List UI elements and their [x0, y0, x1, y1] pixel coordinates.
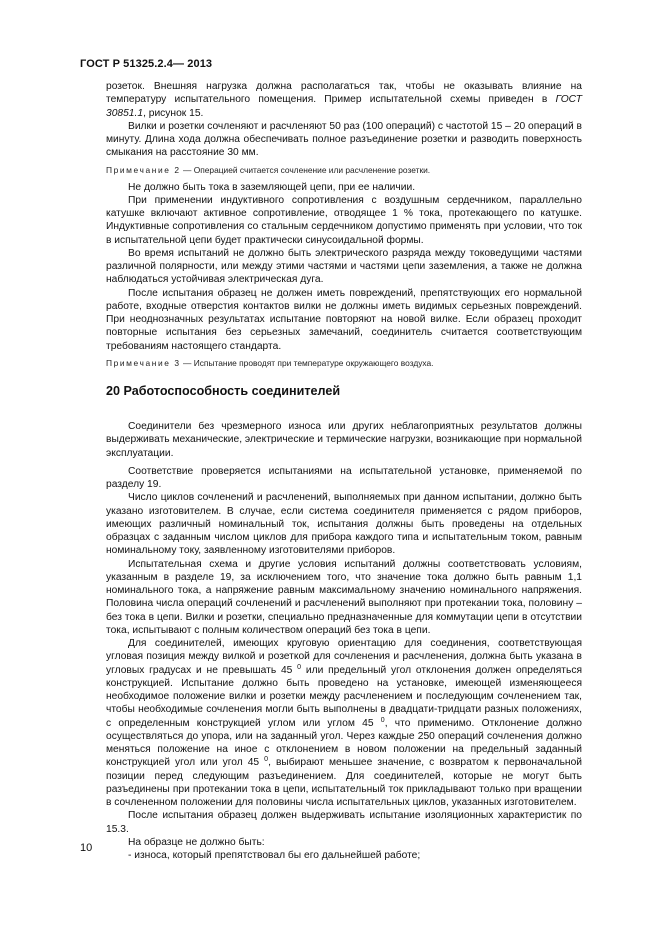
- degree-superscript: 0: [264, 756, 269, 764]
- paragraph: На образце не должно быть:: [128, 836, 265, 848]
- paragraph: Вилки и розетки сочленяют и расчленяют 50 раз (100 операций) с частотой 15 – 20 операций в минуту. Длина хода должна обеспечивать полное разъединение розетки и разводить поверхность смыкания на расстояние 30 мм.: [106, 120, 582, 159]
- paragraph: Во время испытаний не должно быть электрического разряда между токоведущими частями различной полярности, или между этими частями и частями цепи заземления, а также не должна наблюдаться устойчивая электрическая дуга.: [106, 247, 582, 286]
- degree-superscript: 0: [380, 716, 385, 724]
- paragraph: После испытания образец должен выдерживать испытание изоляционных характеристик по 15.3.: [106, 810, 582, 835]
- section-title: 20 Работоспособность соединителей: [106, 383, 341, 398]
- note-3: Примечание 3 — Испытание проводят при температуре окружающего воздуха.: [106, 357, 434, 368]
- standard-reference: ГОСТ 30851.1: [106, 94, 582, 119]
- paragraph: После испытания образец не должен иметь повреждений, препятствующих его нормальной работе, входные отверстия контактов вилки не должны иметь видимых серьезных повреждений. При неоднозначных результатах испытание повторяют на новой вилке. Если образец проходит повторные испытания без серьезных замечаний, соединитель считается соответствующим требованиям настоящего стандарта.: [106, 287, 582, 352]
- paragraph: Не должно быть тока в заземляющей цепи, при ее наличии.: [128, 181, 416, 193]
- paragraph: Число циклов сочленений и расчленений, выполняемых при данном испытании, должно быть указано изготовителем. В случае, если система соединителя применяется с рядом приборов, имеющих различный номинальный ток, испытания должны быть проведены на отдельных образцах с заданным числом циклов для прибора каждого типа и испытательным током, равным номинальному току, заявленному изготовителями приборов.: [106, 492, 582, 557]
- degree-superscript: 0: [297, 663, 302, 671]
- paragraph: Соответствие проверяется испытаниями на испытательной установке, применяемой по разделу 19.: [106, 465, 582, 490]
- standard-header: ГОСТ Р 51325.2.4— 2013: [80, 58, 213, 70]
- paragraph: Соединители без чрезмерного износа или других неблагоприятных результатов должны выдерживать механические, электрические и термические нагрузки, возникающие при нормальной эксплуатации.: [106, 421, 582, 459]
- note-2: Примечание 2 — Операцией считается сочленение или расчленение розетки.: [106, 164, 431, 175]
- paragraph: Для соединителей, имеющих круговую ориентацию для соединения, соответствующая угловая позиция между вилкой и розеткой для сочленения и расчленения, должна быть указана в угловых градусах и не превышать 45 $^0$ или предельный угол отклонения должен определяться конструкцией. Испытание должно быть проведено на установке, имеющей изменяющееся необходимое положение вилки и розетки между расчленением и последующим сочленением так, чтобы необходимые сочленения могли быть выполнены в двадцати-тридцати разных положениях, с определенным конструкцией углом или углом 45 $^0$, что применимо. Отклонение должно осуществляться до упора, или на заданный угол. Через каждые 250 операций сочленения должно меняться положение на иное с отклонением в новом положении на предельный заданный конструкцией угол или угол 45 $^0$, выбирают меньшее значение, с возвратом к первоначальной позиции перед следующим разъединением. Для соединителей, которые не могут быть разъединены при протекании тока в цепи, испытательный ток прикладывают только при вращении в сочлененном положении для половины числа испытательных циклов, указанных изготовителем.: [106, 638, 583, 808]
- paragraph: Испытательная схема и другие условия испытаний должны соответствовать условиям, указанным в разделе 19, за исключением того, что значение тока должно быть равным 1,1 номинального тока, а напряжение равным максимальному значению номинального напряжения. Половина числа операций сочленений и расчленений выполняют при протекании тока, половину – без тока в цепи. Вилки и розетки, специально предназначенные для коммутации цепи в отсутствии тока, испытывают с полным количеством операций без тока в цепи.: [106, 558, 582, 636]
- page-content: [106, 80, 582, 862]
- paragraph: При применении индуктивного сопротивления с воздушным сердечником, параллельно катушке включают активное сопротивление, отводящее 1 % тока, протекающего по катушке. Индуктивные сопротивления со стальным сердечником допустимо применять при условии, что ток в испытательной цепи будет практически синусоидальной формы.: [106, 194, 582, 246]
- list-item: - износа, который препятствовал бы его дальнейшей работе;: [128, 850, 421, 861]
- paragraph: розеток. Внешняя нагрузка должна располагаться так, чтобы не оказывать влияние на температуру испытательного помещения. Пример испытательной схемы приведен в ГОСТ 30851.1, рисунок 15.: [106, 81, 582, 119]
- page-number: 10: [80, 842, 93, 854]
